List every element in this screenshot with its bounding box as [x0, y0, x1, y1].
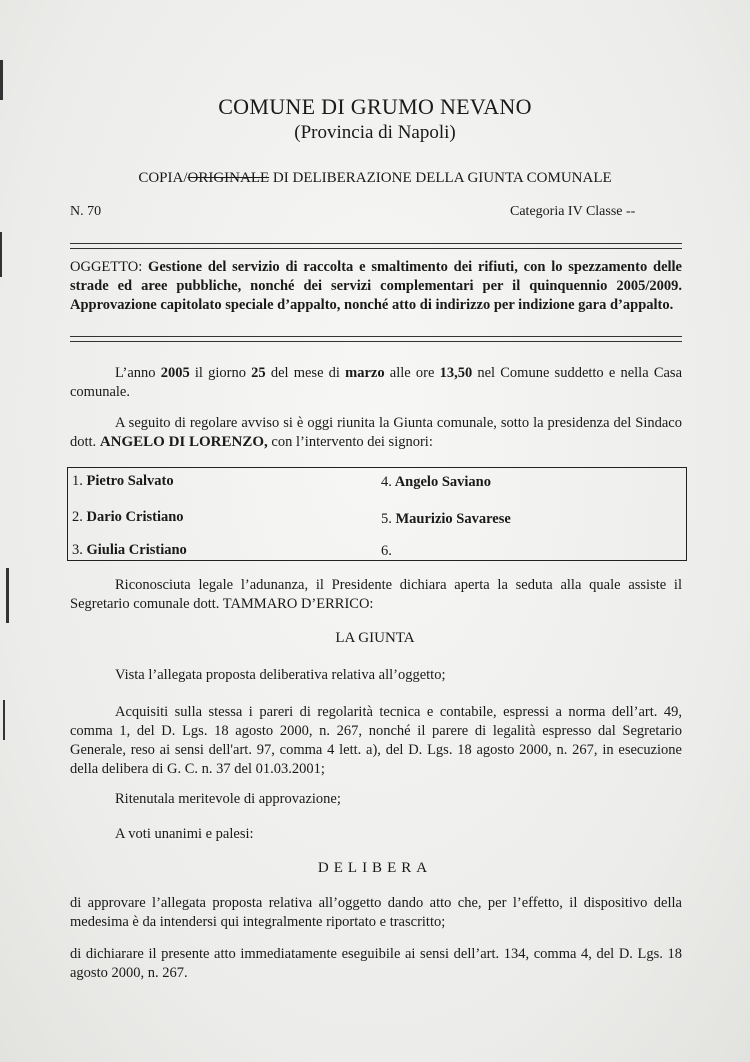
dichiarare-paragraph: di dichiarare il presente atto immediatamente eseguibile ai sensi dell’art. 134, comma 4, del D. Lgs. 18 agosto 2000, n. 267. — [70, 946, 682, 981]
deliberation-number: N. 70 — [70, 204, 102, 219]
assembly-paragraph — [70, 414, 682, 452]
member-number: 1. — [72, 473, 83, 489]
acquisiti-paragraph: Acquisiti sulla stessa i pareri di regolarità tecnica e contabile, espressi a norma dell’art. 49, comma 1, del D. Lgs. 18 agosto 2000, n. 267, nonché il parere di legalità espresso dal Segretario Generale, reso ai sensi dell'art. 97, comma 4 lett. a), del D. Lgs. 18 agosto 2000, n. 267, in esecuzione della delibera di G. C. n. 37 del 01.03.2001; — [70, 704, 682, 777]
assembly-text: con l’intervento dei signori: — [267, 434, 433, 450]
member-row — [381, 543, 392, 560]
category: Categoria IV Classe -- — [510, 204, 636, 219]
date-text: del mese di — [265, 365, 346, 381]
la-giunta-heading: LA GIUNTA — [335, 630, 415, 646]
member-number: 5. — [381, 511, 392, 527]
divider-bottom — [70, 336, 682, 342]
member-number: 6. — [381, 543, 392, 559]
assembly-text: A seguito di regolare avviso si è oggi riunita la Giunta comunale, sotto la presidenza del Sindaco dott. — [70, 415, 682, 450]
member-name: Maurizio Savarese — [395, 511, 511, 527]
subject-text: Gestione del servizio di raccolta e smaltimento dei rifiuti, con lo spezzamento delle strade ed aree pubbliche, nonché dei servizi complementari per il quinquennio 2005/2009. Approvazione capitolato speciale d’appalto, nonché atto di indirizzo per indizione gara d’appalto. — [70, 259, 682, 313]
approvare-paragraph: di approvare l’allegata proposta relativa all’oggetto dando atto che, per l’effetto, il dispositivo della medesima è da intendersi qui integralmente riportato e trascritto; — [70, 895, 682, 930]
binder-mark — [6, 568, 9, 623]
binder-mark — [3, 700, 5, 740]
province-subtitle: (Provincia di Napoli) — [294, 122, 456, 143]
year: 2005 — [160, 365, 190, 381]
member-name: Giulia Cristiano — [86, 542, 187, 558]
document-type-struck: ORIGINALE — [187, 170, 270, 186]
date-text: nel Comune suddetto e nella Casa comunale. — [70, 365, 682, 400]
binder-mark — [0, 232, 2, 277]
delibera-heading: DELIBERA — [317, 860, 433, 876]
member-name: Pietro Salvato — [86, 473, 174, 489]
quorum-paragraph: Riconosciuta legale l’adunanza, il Presidente dichiara aperta la seduta alla quale assiste il Segretario comunale dott. TAMMARO D’ERRICO: — [70, 577, 682, 612]
day: 25 — [251, 365, 266, 381]
municipality-title: COMUNE DI GRUMO NEVANO — [218, 94, 532, 119]
subject-label: OGGETTO: — [70, 259, 143, 275]
member-row — [72, 473, 174, 490]
members-box — [67, 467, 687, 561]
member-row — [381, 511, 511, 528]
subject-paragraph — [70, 258, 682, 315]
document-type-suffix: DI DELIBERAZIONE DELLA GIUNTA COMUNALE — [269, 170, 612, 186]
divider-top — [70, 243, 682, 249]
date-text: il giorno — [189, 365, 252, 381]
hour: 13,50 — [439, 365, 473, 381]
member-name: Dario Cristiano — [86, 509, 184, 525]
mayor-name: ANGELO DI LORENZO, — [99, 434, 268, 450]
member-number: 4. — [381, 474, 392, 490]
member-number: 2. — [72, 509, 83, 525]
member-row — [381, 474, 491, 491]
document-type-prefix: COPIA/ — [138, 170, 188, 186]
date-text: L’anno — [115, 365, 161, 381]
member-number: 3. — [72, 542, 83, 558]
date-paragraph — [70, 364, 682, 402]
date-text: alle ore — [384, 365, 440, 381]
month: marzo — [345, 365, 385, 381]
member-row — [72, 509, 184, 526]
ritenutala-paragraph: Ritenutala meritevole di approvazione; — [115, 791, 341, 807]
document-type — [0, 170, 750, 187]
member-name: Angelo Saviano — [394, 474, 491, 490]
vista-paragraph: Vista l’allegata proposta deliberativa relativa all’oggetto; — [115, 667, 446, 683]
voti-paragraph: A voti unanimi e palesi: — [115, 826, 254, 842]
member-row — [72, 542, 187, 559]
